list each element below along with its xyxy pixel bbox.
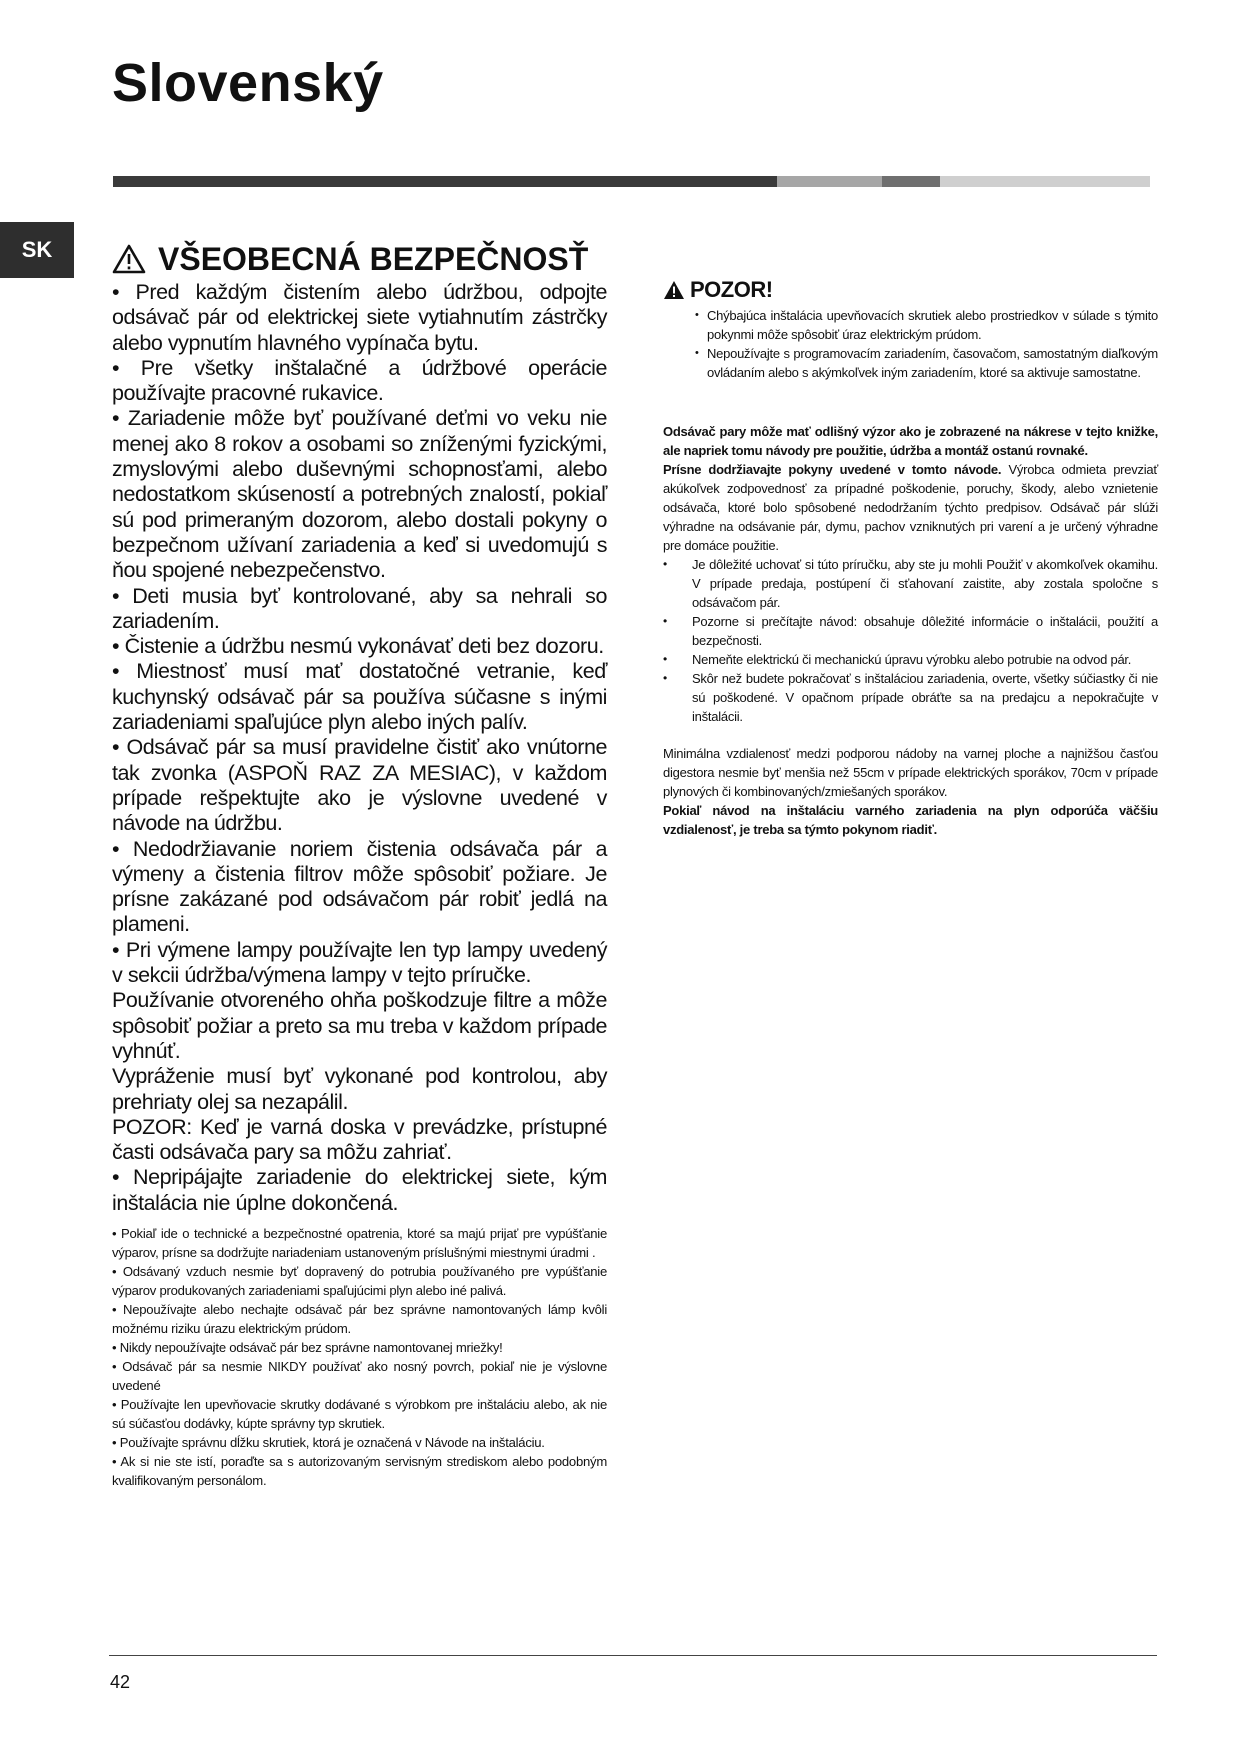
safety-paragraph: • Odsávač pár sa musí pravidelne čistiť ako vnútorne tak zvonka (ASPOŇ RAZ ZA MESIAC), v každom prípade rešpektujte ako je výslovne uvedené v návode na údržbu. xyxy=(112,735,607,836)
instructions-paragraph xyxy=(663,460,1158,555)
safety-paragraph: Vypráženie musí byť vykonané pod kontrolou, aby prehriaty olej sa nezapálil. xyxy=(112,1064,607,1114)
instructions-bullets xyxy=(663,555,1158,726)
section-heading-text: VŠEOBECNÁ BEZPEČNOSŤ xyxy=(158,241,589,277)
distance-bold-note: Pokiaľ návod na inštaláciu varného zariadenia na plyn odporúča väčšiu vzdialenosť, je treba sa týmto pokynom riadiť. xyxy=(663,803,1158,837)
safety-paragraph: • Pre všetky inštalačné a údržbové operácie používajte pracovné rukavice. xyxy=(112,355,607,406)
safety-paragraph: POZOR: Keď je varná doska v prevádzke, prístupné časti odsávača pary sa môžu zahriať. xyxy=(112,1114,607,1165)
safety-paragraph: • Deti musia byť kontrolované, aby sa nehrali so zariadením. xyxy=(112,583,607,633)
distance-paragraph: Minimálna vzdialenosť medzi podporou nádoby na varnej ploche a najnižšou časťou digestora nesmie byť menšia než 55cm v prípade elektrických sporákov, 70cm v prípade plynových či kombinovaných/zmiešaných sporákov. xyxy=(663,746,1158,799)
warning-filled-icon xyxy=(663,280,685,300)
appearance-note: Odsávač pary môže mať odlišný výzor ako je zobrazené na nákrese v tejto knižke, ale napriek tomu návody pre použitie, údržba a montáž ostanú rovnaké. xyxy=(663,424,1158,458)
header-bar-segment xyxy=(882,176,940,187)
header-color-bar xyxy=(113,176,1150,187)
safety-note: • Nepoužívajte alebo nechajte odsávač pár bez správne namontovaných lámp kvôli možnému riziku úrazu elektrickým prúdom. xyxy=(112,1301,607,1336)
general-safety-column xyxy=(112,240,607,1490)
safety-note: • Odsávaný vzduch nesmie byť dopravený do potrubia používaného pre vypúšťanie výparov produkovaných zariadeniami spaľujúcimi plyn alebo iné palivá. xyxy=(112,1263,607,1298)
safety-paragraph: Používanie otvoreného ohňa poškodzuje filtre a môže spôsobiť požiar a preto sa mu treba v každom prípade vyhnúť. xyxy=(112,988,607,1063)
safety-note: • Ak si nie ste istí, poraďte sa s autorizovaným servisným strediskom alebo podobným kvalifikovaným personálom. xyxy=(112,1453,607,1488)
safety-note: • Nikdy nepoužívajte odsávač pár bez správne namontovanej mriežky! xyxy=(112,1339,503,1355)
safety-paragraph: • Miestnosť musí mať dostatočné vetranie, keď kuchynský odsávač pár sa používa súčasne s inými zariadeniami spaľujúce plyn alebo iných palív. xyxy=(112,659,607,735)
safety-small-paragraphs xyxy=(112,1224,607,1490)
pozor-heading xyxy=(663,276,1158,304)
safety-paragraph: • Pri výmene lampy používajte len typ lampy uvedený v sekcii údržba/výmena lampy v tejto príručke. xyxy=(112,937,607,988)
pozor-heading-text: POZOR! xyxy=(690,277,773,302)
safety-paragraph: • Čistenie a údržbu nesmú vykonávať deti bez dozoru. xyxy=(112,634,604,659)
pozor-item: • Nepoužívajte s programovacím zariadením, časovačom, samostatným diaľkovým ovládaním alebo s akýmkoľvek iným zariadením, ktoré sa aktivuje samostatne. xyxy=(663,344,1158,382)
warning-triangle-icon xyxy=(112,244,146,274)
instructions-text: Výrobca odmieta prevziať akúkoľvek zodpovednosť za prípadné poškodenie, poruchy, škody, alebo vznietenie odsávača, ktoré bolo spôsobené nedodržaním týchto predpisov. Odsávač pár slúži výhradne na odsávanie pár, dymu, pachov vzniknutých pri varení a je určený výhradne pre domáce použitie. xyxy=(663,462,1158,553)
footer-rule xyxy=(109,1655,1157,1656)
header-bar-segment xyxy=(940,176,1150,187)
header-bar-segment xyxy=(777,176,882,187)
language-tab: SK xyxy=(0,222,74,278)
instruction-bullet: • Nemeňte elektrickú či mechanickú úpravu výrobku alebo potrubie na odvod pár. xyxy=(663,650,1158,669)
safety-paragraph: • Zariadenie môže byť používané deťmi vo veku nie menej ako 8 rokov a osobami so zníženými fyzickými, zmyslovými alebo duševnými schopnosťami, alebo nedostatkom skúseností a potrebných znalostí, pokiaľ sú pod primeraným dozorom, alebo dostali pokyny o bezpečnom užívaní zariadenia a keď si uvedomujú s ňou spojené nebezpečenstvo. xyxy=(112,406,607,583)
pozor-list xyxy=(663,306,1158,382)
instruction-bullet: • Je dôležité uchovať si túto príručku, aby ste ju mohli Použiť v akomkoľvek okamihu. V prípade predaja, postúpení či sťahovaní zaistite, aby zostala spoločne s odsávačom pár. xyxy=(663,555,1158,612)
safety-note: • Používajte správnu dĺžku skrutiek, ktorá je označená v Návode na inštaláciu. xyxy=(112,1434,545,1450)
safety-note: • Odsávač pár sa nesmie NIKDY používať ako nosný povrch, pokiaľ nie je výslovne uvedené xyxy=(112,1358,607,1393)
safety-note: • Používajte len upevňovacie skrutky dodávané s výrobkom pre inštaláciu alebo, ak nie sú súčasťou dodávky, kúpte správny typ skrutiek. xyxy=(112,1396,607,1431)
instruction-bullet: • Pozorne si prečítajte návod: obsahuje dôležité informácie o inštalácii, použití a bezpečnosti. xyxy=(663,612,1158,650)
warning-column xyxy=(663,276,1158,839)
page-title: Slovenský xyxy=(112,53,384,113)
section-heading xyxy=(112,240,607,278)
safety-large-paragraphs xyxy=(112,280,607,1216)
instruction-bullet: • Skôr než budete pokračovať s inštaláciou zariadenia, overte, všetky súčiastky či nie sú poškodené. V opačnom prípade obráťte sa na predajcu a nepokračujte v inštalácii. xyxy=(663,669,1158,726)
safety-paragraph: • Pred každým čistením alebo údržbou, odpojte odsávač pár od elektrickej siete vytiahnutím zástrčky alebo vypnutím hlavného vypínača bytu. xyxy=(112,280,607,355)
header-bar-segment xyxy=(113,176,777,187)
page-number: 42 xyxy=(110,1672,131,1692)
pozor-item: • Chýbajúca inštalácia upevňovacích skrutiek alebo prostriedkov v súlade s týmito pokynmi môže spôsobiť úraz elektrickým prúdom. xyxy=(663,306,1158,344)
safety-paragraph: • Nepripájajte zariadenie do elektrickej siete, kým inštalácia nie úplne dokončená. xyxy=(112,1165,607,1215)
safety-paragraph: • Nedodržiavanie noriem čistenia odsávača pár a výmeny a čistenia filtrov môže spôsobiť požiare. Je prísne zakázané pod odsávačom pár robiť jedlá na plameni. xyxy=(112,836,607,937)
safety-note: • Pokiaľ ide o technické a bezpečnostné opatrenia, ktoré sa majú prijať pre vypúšťanie výparov, prísne sa dodržujte nariadeniam ustanoveným príslušnými miestnymi úradmi . xyxy=(112,1225,607,1260)
instructions-bold: Prísne dodržiavajte pokyny uvedené v tomto návode. xyxy=(663,462,1002,477)
